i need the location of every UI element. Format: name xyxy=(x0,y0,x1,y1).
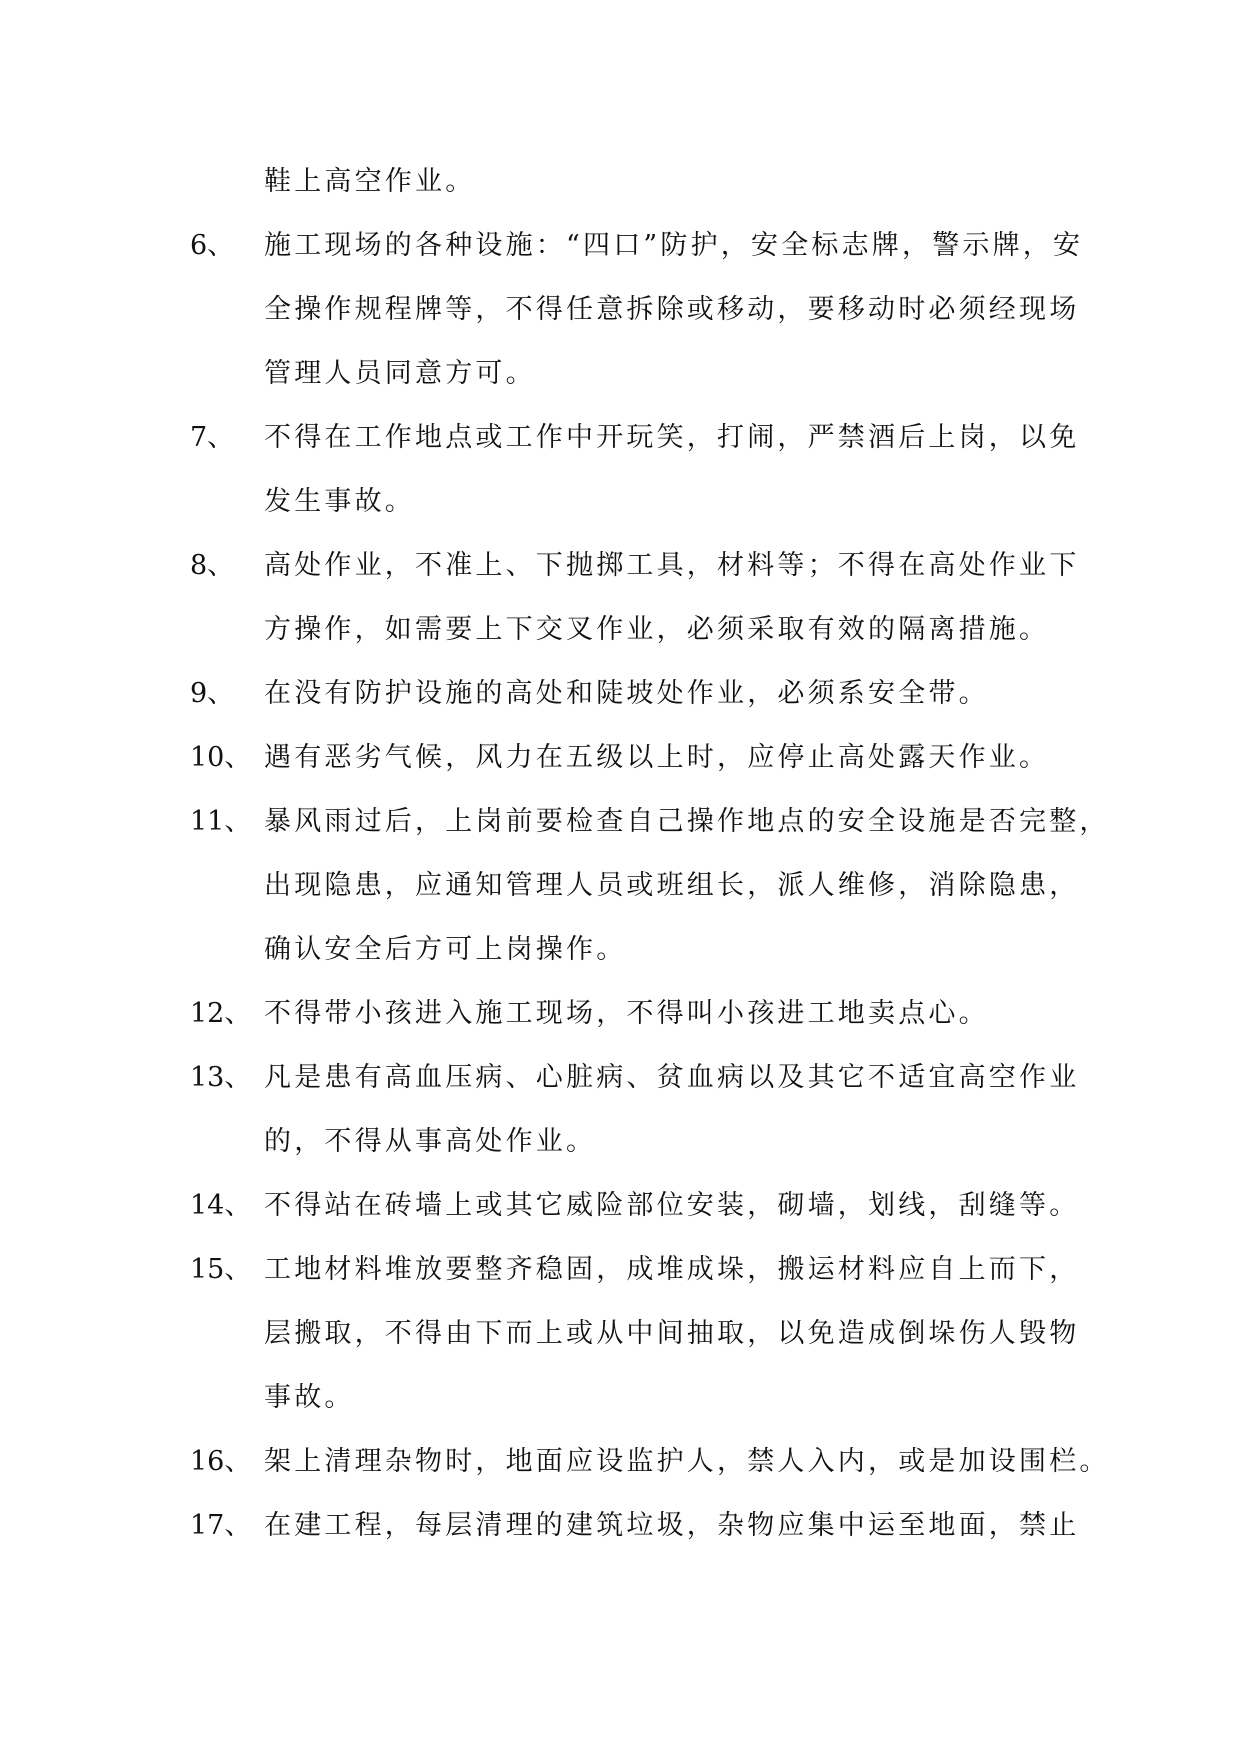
list-line xyxy=(0,214,1241,278)
list-line xyxy=(0,1046,1241,1110)
list-line xyxy=(0,342,1241,406)
item-text: 确认安全后方可上岗操作。 xyxy=(264,934,627,965)
list-line xyxy=(0,1110,1241,1174)
list-line xyxy=(0,278,1241,342)
list-line xyxy=(0,534,1241,598)
item-text: 鞋上高空作业。 xyxy=(264,166,476,197)
item-number: 12、 xyxy=(190,998,252,1029)
list-line xyxy=(0,150,1241,214)
item-text: 事故。 xyxy=(264,1382,355,1413)
item-text: 在建工程，每层清理的建筑垃圾，杂物应集中运至地面，禁止 xyxy=(264,1510,1080,1541)
item-text: 全操作规程牌等，不得任意拆除或移动，要移动时必须经现场 xyxy=(264,294,1080,325)
item-number: 14、 xyxy=(190,1190,252,1221)
rules-list xyxy=(0,150,1241,1558)
list-line xyxy=(0,406,1241,470)
item-number: 11、 xyxy=(190,806,252,837)
list-line xyxy=(0,598,1241,662)
list-line xyxy=(0,1494,1241,1558)
item-text: 不得在工作地点或工作中开玩笑，打闹，严禁酒后上岗，以免 xyxy=(264,422,1080,453)
item-text: 在没有防护设施的高处和陡坡处作业，必须系安全带。 xyxy=(264,678,989,709)
list-line xyxy=(0,662,1241,726)
list-line xyxy=(0,918,1241,982)
item-text: 工地材料堆放要整齐稳固，成堆成垛，搬运材料应自上而下， xyxy=(264,1254,1080,1285)
list-line xyxy=(0,1238,1241,1302)
item-number: 6、 xyxy=(190,230,235,261)
item-text: 凡是患有高血压病、心脏病、贫血病以及其它不适宜高空作业 xyxy=(264,1062,1080,1093)
list-line xyxy=(0,790,1241,854)
item-text: 高处作业，不准上、下抛掷工具，材料等；不得在高处作业下 xyxy=(264,550,1080,581)
item-number: 15、 xyxy=(190,1254,252,1285)
list-line xyxy=(0,1302,1241,1366)
list-line xyxy=(0,726,1241,790)
item-text: 出现隐患，应通知管理人员或班组长，派人维修，消除隐患， xyxy=(264,870,1080,901)
list-line xyxy=(0,1366,1241,1430)
item-text: 施工现场的各种设施：“四口”防护，安全标志牌，警示牌，安 xyxy=(264,230,1084,261)
item-number: 7、 xyxy=(190,422,235,453)
item-number: 17、 xyxy=(190,1510,252,1541)
list-line xyxy=(0,1174,1241,1238)
item-text: 层搬取，不得由下而上或从中间抽取，以免造成倒垛伤人毁物 xyxy=(264,1318,1080,1349)
item-text: 不得带小孩进入施工现场，不得叫小孩进工地卖点心。 xyxy=(264,998,989,1029)
item-number: 13、 xyxy=(190,1062,252,1093)
list-line xyxy=(0,1430,1241,1494)
item-text: 发生事故。 xyxy=(264,486,415,517)
item-number: 8、 xyxy=(190,550,235,581)
list-line xyxy=(0,470,1241,534)
item-number: 16、 xyxy=(190,1446,252,1477)
item-text: 的，不得从事高处作业。 xyxy=(264,1126,597,1157)
item-text: 暴风雨过后，上岗前要检查自己操作地点的安全设施是否完整， xyxy=(264,806,1110,837)
list-line xyxy=(0,854,1241,918)
item-number: 9、 xyxy=(190,678,235,709)
item-text: 架上清理杂物时，地面应设监护人，禁人入内，或是加设围栏。 xyxy=(264,1446,1110,1477)
list-line xyxy=(0,982,1241,1046)
item-number: 10、 xyxy=(190,742,252,773)
item-text: 管理人员同意方可。 xyxy=(264,358,536,389)
item-text: 遇有恶劣气候，风力在五级以上时，应停止高处露天作业。 xyxy=(264,742,1050,773)
item-text: 方操作，如需要上下交叉作业，必须采取有效的隔离措施。 xyxy=(264,614,1050,645)
item-text: 不得站在砖墙上或其它威险部位安装，砌墙，划线，刮缝等。 xyxy=(264,1190,1080,1221)
